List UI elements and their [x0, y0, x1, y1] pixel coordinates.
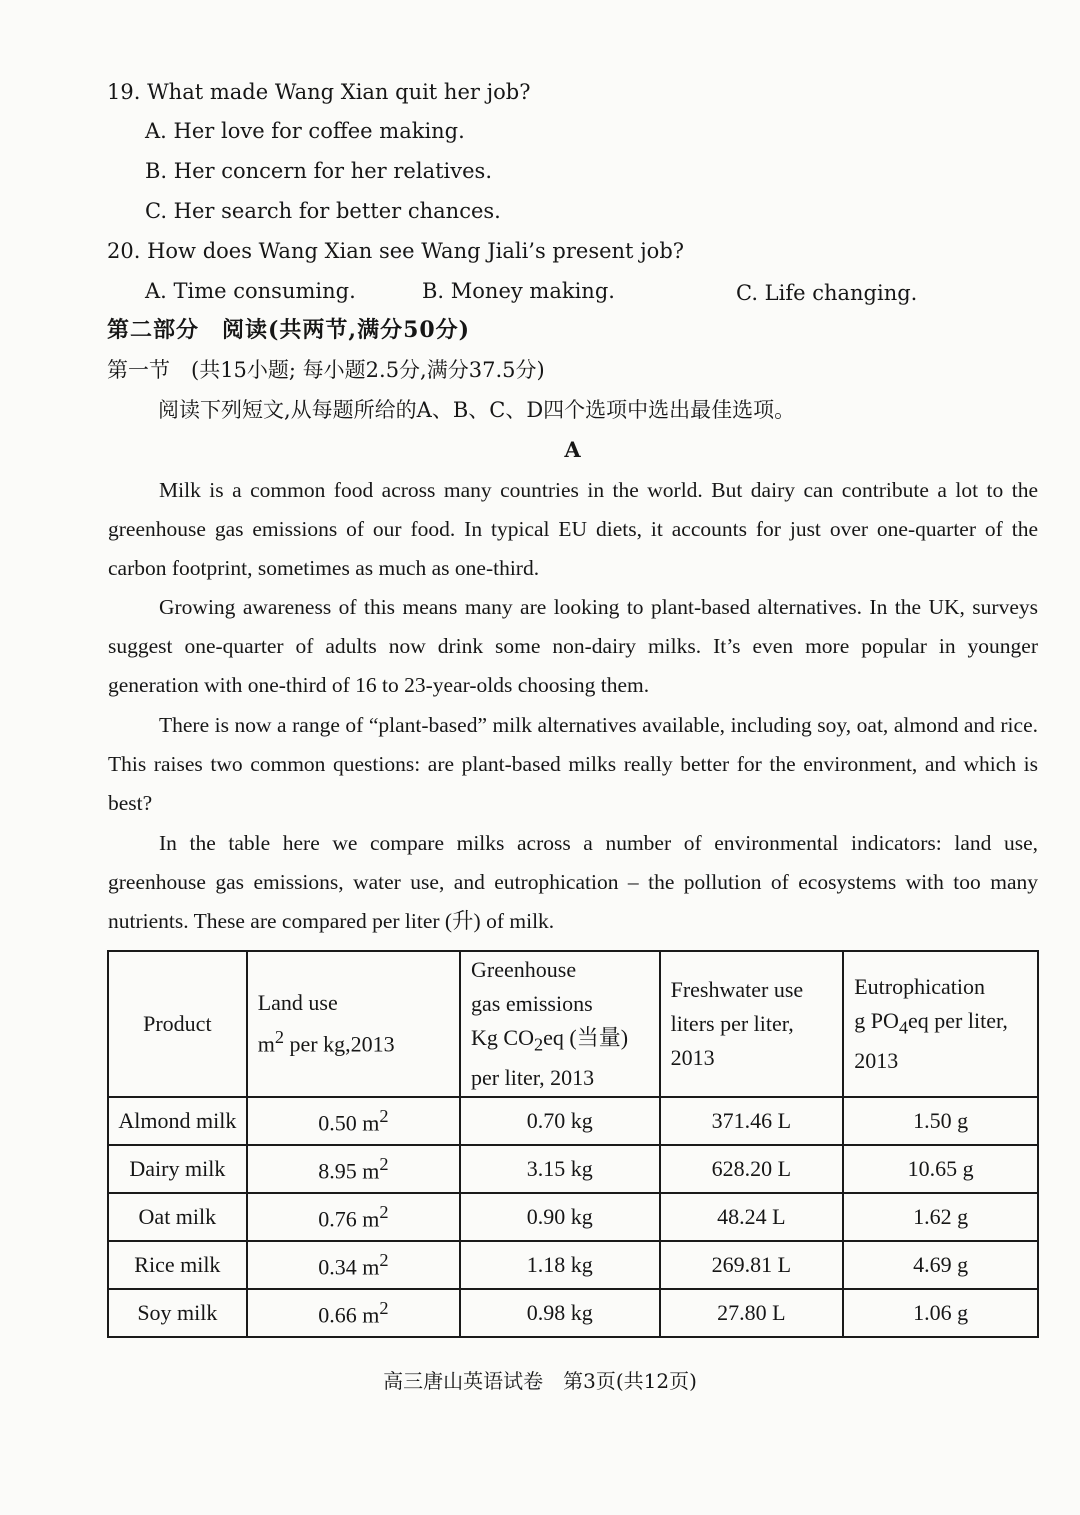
question-20-stem: [107, 236, 684, 266]
passage-label: A: [564, 437, 581, 462]
cell-water: 48.24 L: [660, 1193, 844, 1241]
cell-eutrophication: 1.62 g: [843, 1193, 1038, 1241]
table-row: [108, 1097, 1038, 1145]
cell-product: Oat milk: [108, 1193, 247, 1241]
passage-paragraph-4: In the table here we compare milks across a number of environmental indicators: land use, greenhouse gas emissions, water use, and eutrophication – the pollution of ecosystems with too many nutrients. These are compared per liter (升) of milk.: [108, 831, 1038, 934]
question-19-option-a: A. Her love for coffee making.: [145, 119, 465, 143]
header-product: Product: [108, 951, 247, 1097]
cell-ghg: 3.15 kg: [460, 1145, 660, 1193]
table-row: [108, 1145, 1038, 1193]
passage-paragraph-2: Growing awareness of this means many are looking to plant-based alternatives. In the UK, surveys suggest one-quarter of adults now drink some non-dairy milks. It’s even more popular in younger generation with one-third of 16 to 23-year-olds choosing them.: [108, 595, 1038, 698]
header-freshwater-use: Freshwater use liters per liter, 2013: [660, 951, 844, 1097]
cell-land-use: 0.76 $m^2$: [247, 1193, 460, 1241]
table-row: [108, 1241, 1038, 1289]
question-text: How does Wang Xian see Wang Jiali’s present job?: [147, 239, 685, 263]
page-footer: 高三唐山英语试卷 第3页(共12页): [383, 1369, 697, 1393]
cell-product: Rice milk: [108, 1241, 247, 1289]
cell-land-use: 0.66 $m^2$: [247, 1289, 460, 1337]
part-two-heading: 第二部分 阅读(共两节,满分50分): [107, 317, 471, 343]
question-text: What made Wang Xian quit her job?: [147, 80, 531, 104]
milk-comparison-table: [107, 950, 1039, 1338]
header-eutrophication: Eutrophication g $PO_4eq$ per liter, 2013: [843, 951, 1038, 1097]
question-20-option-a: A. Time consuming.: [145, 279, 356, 303]
table-header-row: [108, 951, 1038, 1097]
cell-ghg: 0.98 kg: [460, 1289, 660, 1337]
reading-instruction: 阅读下列短文,从每题所给的A、B、C、D四个选项中选出最佳选项。: [158, 398, 796, 422]
cell-water: 628.20 L: [660, 1145, 844, 1193]
cell-water: 27.80 L: [660, 1289, 844, 1337]
cell-ghg: 0.90 kg: [460, 1193, 660, 1241]
question-20-option-c: C. Life changing.: [736, 281, 918, 305]
question-number: 19.: [107, 80, 141, 104]
question-20-option-b: B. Money making.: [422, 279, 615, 303]
cell-ghg: 0.70 kg: [460, 1097, 660, 1145]
cell-eutrophication: 1.06 g: [843, 1289, 1038, 1337]
passage-paragraph-1: Milk is a common food across many countries in the world. But dairy can contribute a lot to the greenhouse gas emissions of our food. In typical EU diets, it accounts for just over one-quarter of the carbon footprint, sometimes as much as one-third.: [108, 478, 1038, 581]
cell-water: 371.46 L: [660, 1097, 844, 1145]
cell-land-use: 0.50 $m^2$: [247, 1097, 460, 1145]
cell-eutrophication: 4.69 g: [843, 1241, 1038, 1289]
section-one-heading: 第一节 (共15小题; 每小题2.5分,满分37.5分): [107, 358, 545, 382]
cell-product: Dairy milk: [108, 1145, 247, 1193]
table-row: [108, 1289, 1038, 1337]
cell-eutrophication: 10.65 g: [843, 1145, 1038, 1193]
question-19-option-b: B. Her concern for her relatives.: [145, 159, 492, 183]
cell-land-use: 8.95 $m^2$: [247, 1145, 460, 1193]
question-19-stem: [107, 77, 530, 107]
cell-eutrophication: 1.50 g: [843, 1097, 1038, 1145]
table-row: [108, 1193, 1038, 1241]
cell-land-use: 0.34 $m^2$: [247, 1241, 460, 1289]
cell-product: Soy milk: [108, 1289, 247, 1337]
cell-ghg: 1.18 kg: [460, 1241, 660, 1289]
cell-water: 269.81 L: [660, 1241, 844, 1289]
header-greenhouse-gas: Greenhouse gas emissions Kg $CO_2eq$ (当量) per liter, 2013: [460, 951, 660, 1097]
passage-paragraph-3: There is now a range of “plant-based” milk alternatives available, including soy, oat, almond and rice. This raises two common questions: are plant-based milks really better for the environment, and which is best?: [108, 713, 1038, 816]
header-land-use: Land use $m^2$ per kg,2013: [247, 951, 460, 1097]
cell-product: Almond milk: [108, 1097, 247, 1145]
question-19-option-c: C. Her search for better chances.: [145, 199, 501, 223]
question-number: 20.: [107, 239, 141, 263]
